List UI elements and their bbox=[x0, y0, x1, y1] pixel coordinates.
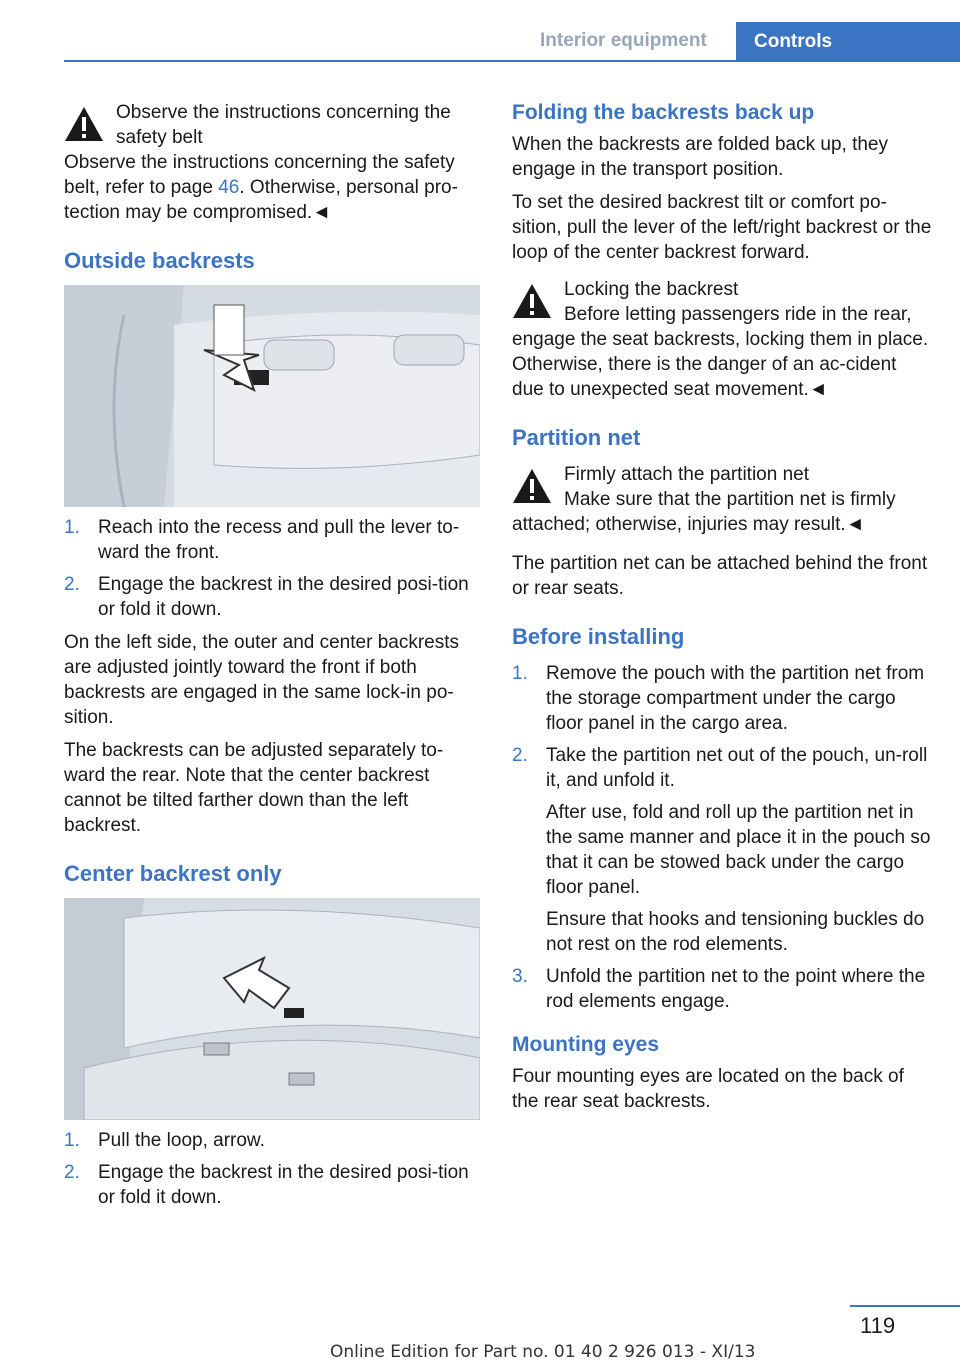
figure-outside-backrest bbox=[64, 285, 480, 507]
warning-title: Locking the backrest bbox=[564, 279, 739, 300]
paragraph: On the left side, the outer and center backrests are adjusted jointly toward the front if both backrests are engaged in the same lock-in po-sition. bbox=[64, 632, 460, 728]
warning-subtitle: Make sure that the partition net is firmly bbox=[564, 489, 896, 510]
heading-outside-backrests: Outside backrests bbox=[64, 248, 255, 273]
list-item: 1. Reach into the recess and pull the lever to-ward the front. bbox=[64, 517, 460, 563]
list-item: 3. Unfold the partition net to the point where the rod elements engage. bbox=[512, 966, 926, 1012]
paragraph: To set the desired backrest tilt or comfort po-sition, pull the lever of the left/right backrest or the loop of the center backrest forward. bbox=[512, 192, 932, 263]
left-column bbox=[64, 100, 482, 1218]
warning-safety-belt bbox=[64, 100, 482, 225]
paragraph: The backrests can be adjusted separately to-ward the rear. Note that the center backrest cannot be tilted farther down than the left backrest. bbox=[64, 740, 444, 836]
heading-mounting-eyes: Mounting eyes bbox=[512, 1033, 660, 1056]
page-link[interactable]: 46 bbox=[218, 177, 240, 198]
chapter-tab bbox=[736, 22, 960, 62]
warning-triangle-icon bbox=[512, 283, 552, 319]
center-steps bbox=[64, 1128, 482, 1210]
page-header bbox=[0, 0, 960, 62]
warning-triangle-icon bbox=[64, 106, 104, 142]
outside-steps bbox=[64, 515, 482, 622]
figure-center-backrest bbox=[64, 898, 480, 1120]
paragraph: The partition net can be attached behind the front or rear seats. bbox=[512, 553, 928, 599]
list-item: 2. Take the partition net out of the pouch, un-roll it, and unfold it. After use, fold and roll up the partition net in the same manner and place it in the pouch so that it can be stowed back under the cargo floor panel. Ensure that hooks and tensioning buckles do not rest on the rod elements. bbox=[512, 745, 931, 955]
paragraph: When the backrests are folded back up, they engage in the transport position. bbox=[512, 134, 888, 180]
warning-triangle-icon bbox=[512, 468, 552, 504]
step-note: After use, fold and roll up the partition net in the same manner and place it in the pouch so that it can be stowed back under the cargo floor panel. bbox=[546, 802, 931, 898]
list-item: 2. Engage the backrest in the desired posi-tion or fold it down. bbox=[64, 574, 469, 620]
step-note: Ensure that hooks and tensioning buckles do not rest on the rod elements. bbox=[546, 909, 925, 955]
warning-body: Observe the instructions concerning the safety belt, refer to page 46. Otherwise, personal pro-tection may be compromised.◄ bbox=[64, 152, 458, 223]
warning-title: Firmly attach the partition net bbox=[564, 464, 809, 485]
heading-before-installing: Before installing bbox=[512, 624, 685, 649]
list-item: 2. Engage the backrest in the desired posi-tion or fold it down. bbox=[64, 1162, 469, 1208]
warning-body: engage the seat backrests, locking them in place. Otherwise, there is the danger of an ac-cident due to unexpected seat movement.◄ bbox=[512, 329, 929, 400]
section-label: Interior equipment bbox=[540, 30, 707, 51]
footer-rule bbox=[850, 1305, 960, 1307]
list-item: 1. Pull the loop, arrow. bbox=[64, 1130, 265, 1151]
heading-center-backrest: Center backrest only bbox=[64, 861, 282, 886]
edition-line: Online Edition for Part no. 01 40 2 926 013 - XI/13 bbox=[330, 1342, 756, 1362]
before-steps bbox=[512, 661, 932, 1014]
paragraph: Four mounting eyes are located on the back of the rear seat backrests. bbox=[512, 1066, 904, 1112]
header-rule bbox=[64, 60, 736, 62]
page-number: 119 bbox=[860, 1313, 896, 1338]
chapter-tab-label: Controls bbox=[754, 31, 833, 52]
warning-title: Observe the instructions concerning the safety belt bbox=[116, 102, 451, 148]
warning-partition-net bbox=[512, 462, 932, 537]
warning-subtitle: Before letting passengers ride in the rear, bbox=[564, 304, 912, 325]
warning-body: attached; otherwise, injuries may result.◄ bbox=[512, 514, 865, 535]
heading-folding-backrests: Folding the backrests back up bbox=[512, 101, 815, 124]
warning-locking-backrest bbox=[512, 277, 932, 402]
heading-partition-net: Partition net bbox=[512, 425, 641, 450]
list-item: 1. Remove the pouch with the partition net from the storage compartment under the cargo floor panel in the cargo area. bbox=[512, 663, 925, 734]
right-column bbox=[512, 100, 932, 1122]
